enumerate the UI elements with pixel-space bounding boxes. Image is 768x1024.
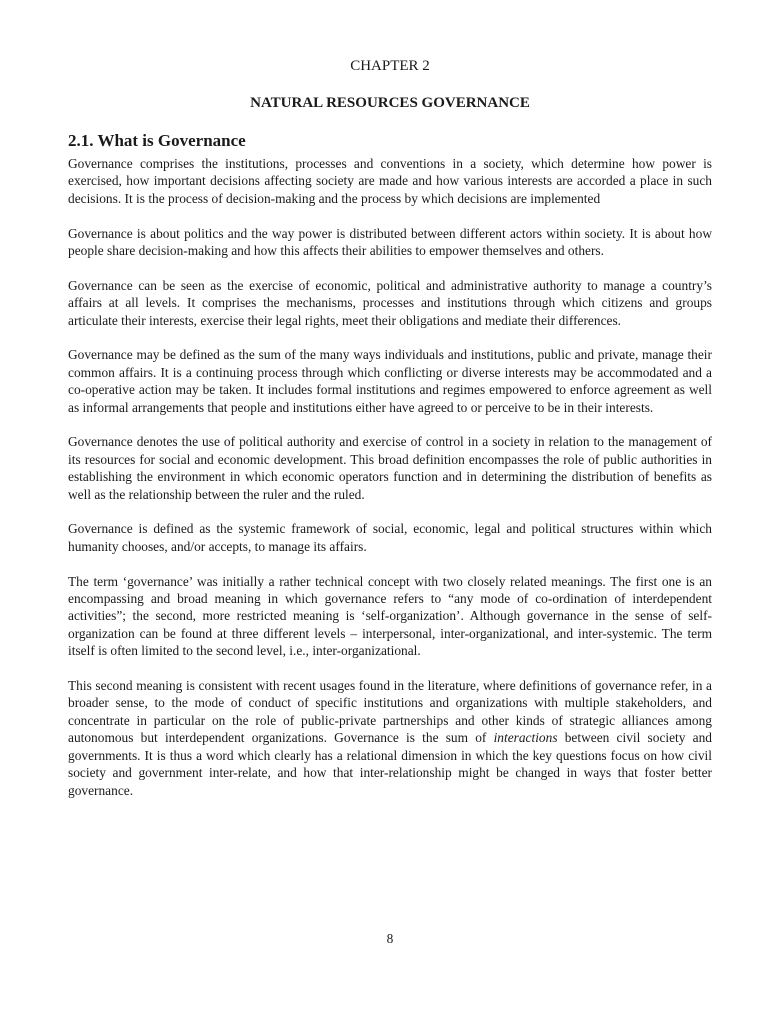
- emphasis-text: interactions: [493, 730, 558, 746]
- paragraph: Governance is about politics and the way power is distributed between different actors within society. It is about how people share decision-making and how this affects their abilities to empower themselves and others.: [68, 225, 712, 259]
- chapter-label: CHAPTER 2: [350, 58, 430, 74]
- body-text: [68, 155, 712, 816]
- paragraph: The term ‘governance’ was initially a rather technical concept with two closely related meanings. The first one is an encompassing and broad meaning in which governance refers to “any mode of co-ordination of interdependent activities”; the second, more restricted meaning is ‘self-organization’. Although governance in the sense of self-organization can be found at three different levels – interpersonal, inter-organizational, and inter-systemic. The term itself is often limited to the second level, i.e., inter-organizational.: [68, 573, 712, 659]
- paragraph-text: This second meaning is consistent with recent usages found in the literature, where definitions of governance refer, in a broader sense, to the mode of conduct of specific institutions and organizations with multiple stakeholders, and concentrate in particular on the role of public-private partnerships and other kinds of strategic alliances among autonomous but interdependent organizations. Governance is the sum of: [68, 678, 712, 746]
- chapter-title: NATURAL RESOURCES GOVERNANCE: [250, 95, 530, 111]
- paragraph: Governance comprises the institutions, processes and conventions in a society, which determine how power is exercised, how important decisions affecting society are made and how various interests are accorded a place in such decisions. It is the process of decision-making and the process by which decisions are implemented: [68, 156, 712, 206]
- paragraph: Governance can be seen as the exercise of economic, political and administrative authority to manage a country’s affairs at all levels. It comprises the mechanisms, processes and institutions through which citizens and groups articulate their interests, exercise their legal rights, meet their obligations and mediate their differences.: [68, 277, 712, 328]
- page-number: 8: [386, 931, 394, 946]
- paragraph: [68, 677, 712, 799]
- paragraph: Governance is defined as the systemic framework of social, economic, legal and political structures within which humanity chooses, and/or accepts, to manage its affairs.: [68, 521, 712, 554]
- paragraph: Governance denotes the use of political authority and exercise of control in a society in relation to the management of its resources for social and economic development. This broad definition encompasses the role of public authorities in establishing the environment in which economic operators function and in determining the distribution of benefits as well as the relationship between the ruler and the ruled.: [68, 434, 712, 502]
- section-heading: 2.1. What is Governance: [68, 131, 246, 150]
- paragraph: Governance may be defined as the sum of the many ways individuals and institutions, public and private, manage their common affairs. It is a continuing process through which conflicting or diverse interests may be accommodated and a co-operative action may be taken. It includes formal institutions and regimes empowered to enforce agreement as well as informal arrangements that people and institutions either have agreed to or perceive to be in their interests.: [68, 347, 712, 415]
- paragraph-text: between civil society and governments. It is thus a word which clearly has a relational dimension in which the key questions focus on how civil society and government inter-relate, and how that inter-relationship might be changed in ways that foster better governance.: [68, 730, 712, 798]
